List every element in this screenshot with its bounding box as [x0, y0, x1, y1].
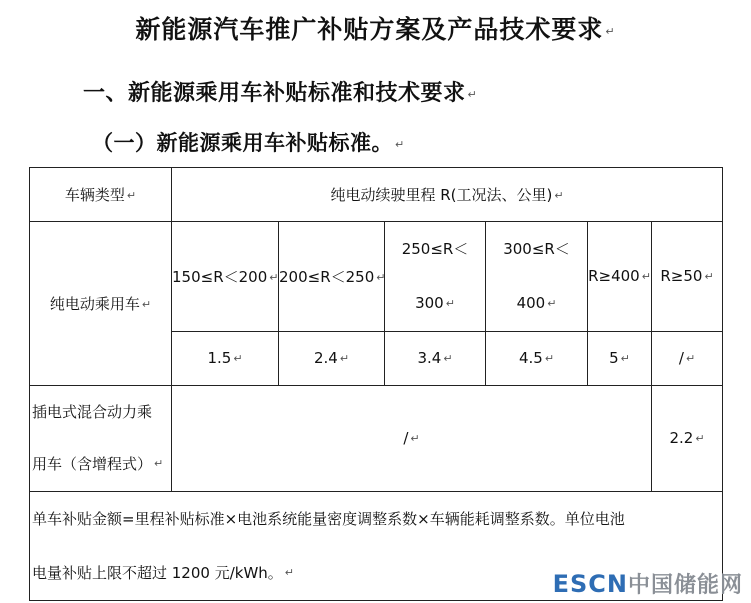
- document-title-text: 新能源汽车推广补贴方案及产品技术要求: [135, 15, 604, 44]
- document-title: [0, 10, 751, 46]
- section-heading-text: 一、新能源乘用车补贴标准和技术要求: [83, 81, 466, 106]
- bev-label-cell: 纯电动乘用车 ↵: [30, 222, 172, 386]
- paragraph-mark: ↵: [467, 87, 478, 101]
- range-cell: R≥50 ↵: [652, 222, 723, 332]
- range-cell: R≥400 ↵: [588, 222, 652, 332]
- value-cell: 1.5 ↵: [172, 331, 279, 385]
- note-cell: 单车补贴金额=里程补贴标准×电池系统能量密度调整系数×车辆能耗调整系数。单位电池 电量补贴上限不超过 1200 元/kWh。 ↵: [30, 491, 723, 601]
- subsection-heading-text: （一）新能源乘用车补贴标准。: [92, 130, 393, 155]
- subsidy-table: [29, 167, 723, 601]
- range-cell: 250≤R＜ 300 ↵: [385, 222, 486, 332]
- paragraph-mark: ↵: [605, 25, 616, 38]
- table-row-ranges: [30, 222, 723, 332]
- range-cell: 300≤R＜ 400 ↵: [486, 222, 588, 332]
- header-range: 纯电动续驶里程 R(工况法、公里) ↵: [172, 168, 723, 222]
- value-cell: 2.4 ↵: [279, 331, 385, 385]
- value-cell: 4.5 ↵: [486, 331, 588, 385]
- value-cell: 3.4 ↵: [385, 331, 486, 385]
- header-vehicle-type: 车辆类型 ↵: [30, 168, 172, 222]
- paragraph-mark: ↵: [395, 138, 405, 151]
- phev-na-cell: / ↵: [172, 385, 652, 491]
- phev-label-cell: 插电式混合动力乘 用车（含增程式） ↵: [30, 385, 172, 491]
- section-heading: [83, 76, 477, 107]
- range-cell: 150≤R＜200 ↵: [172, 222, 279, 332]
- escn-watermark-logo: ESCN中国储能网: [552, 570, 743, 598]
- phev-value-cell: 2.2 ↵: [652, 385, 723, 491]
- table-row-phev: [30, 385, 723, 491]
- subsection-heading: [92, 127, 405, 157]
- value-cell: / ↵: [652, 331, 723, 385]
- value-cell: 5 ↵: [588, 331, 652, 385]
- range-cell: 200≤R＜250 ↵: [279, 222, 385, 332]
- table-header-row: [30, 168, 723, 222]
